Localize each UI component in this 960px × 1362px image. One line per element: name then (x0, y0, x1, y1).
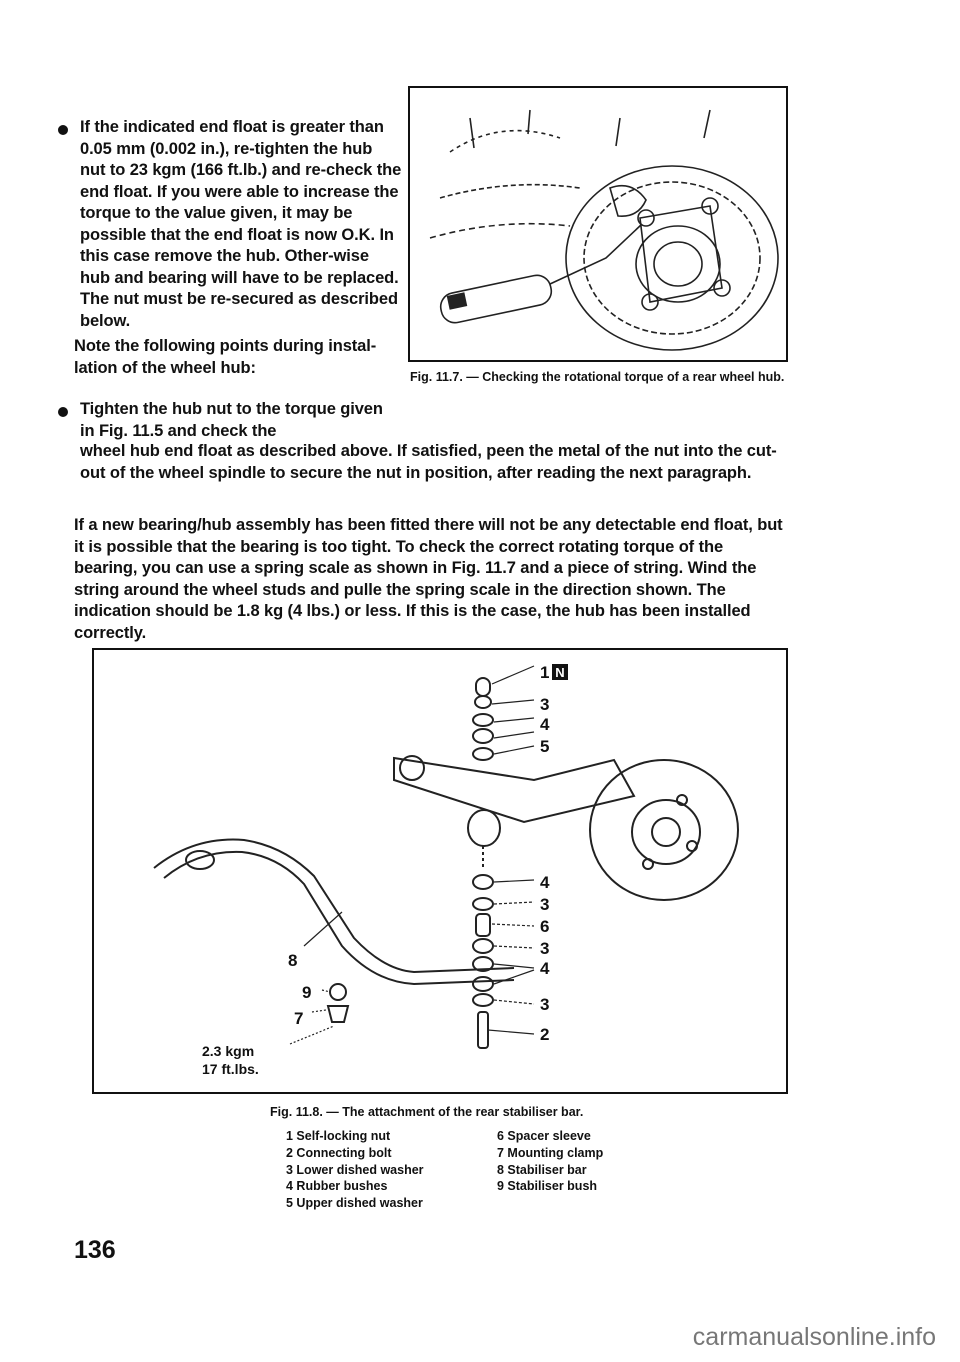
page-number: 136 (74, 1236, 116, 1264)
callout-2: 2 (540, 1025, 550, 1044)
callout-3-fourth: 3 (540, 995, 550, 1014)
paragraph-new-bearing: If a new bearing/hub assembly has been fitted there will not be any detectable end float, but it is possible that the bearing is too tight. To check the correct rotating torque of the bearing, you can use a spring scale as shown in Fig. 11.7 and a piece of string. Wind the string around the wheel studs and pulle the spring scale in the direction shown. The indication should be 1.8 kg (4 lbs.) or less. If this is the case, the hub has been installed correctly. (74, 516, 783, 642)
paragraph-tighten-start: Tighten the hub nut to the torque given in Fig. 11.5 and check the (80, 400, 383, 440)
figure-11-8 (92, 648, 788, 1094)
legend-item: 8 Stabiliser bar (497, 1163, 587, 1177)
bullet (58, 407, 68, 417)
legend-item: 4 Rubber bushes (286, 1179, 388, 1193)
paragraph-tighten-cont: wheel hub end float as described above. If satisfied, peen the metal of the nut into the cut-out of the wheel spindle to secure the nut in position, after reading the next paragraph. (80, 442, 777, 482)
callout-6: 6 (540, 917, 550, 936)
callout-9: 9 (302, 983, 312, 1002)
callout-3-third: 3 (540, 939, 550, 958)
callout-1-badge: N (555, 665, 565, 680)
figure-11-8-caption: Fig. 11.8. — The attachment of the rear stabiliser bar. (270, 1105, 584, 1119)
callout-8: 8 (288, 951, 298, 970)
callout-1: 1 (540, 663, 550, 682)
callout-3-lower: 3 (540, 895, 550, 914)
watermark: carmanualsonline.info (692, 1323, 936, 1351)
callout-3: 3 (540, 695, 550, 714)
legend-item: 5 Upper dished washer (286, 1196, 423, 1210)
torque-kgm: 2.3 kgm (202, 1043, 255, 1059)
callout-4-lower: 4 (540, 873, 550, 892)
callout-5: 5 (540, 737, 550, 756)
legend-item: 6 Spacer sleeve (497, 1129, 591, 1143)
legend-item: 9 Stabiliser bush (497, 1179, 598, 1193)
torque-ftlbs: 17 ft.lbs. (202, 1061, 259, 1077)
callout-4: 4 (540, 715, 550, 734)
bullet (58, 125, 68, 135)
figure-11-7-caption: Fig. 11.7. — Checking the rotational torque of a rear wheel hub. (410, 370, 785, 384)
hub-torque-illustration (410, 88, 786, 360)
callout-4-third: 4 (540, 959, 550, 978)
paragraph-installation-note: Note the following points during instal-lation of the wheel hub: (74, 337, 377, 377)
callout-7: 7 (294, 1009, 304, 1028)
legend-item: 3 Lower dished washer (286, 1163, 424, 1177)
legend-item: 2 Connecting bolt (286, 1146, 392, 1160)
figure-11-7 (408, 86, 788, 362)
legend-item: 7 Mounting clamp (497, 1146, 604, 1160)
legend-item: 1 Self-locking nut (286, 1129, 391, 1143)
stabiliser-bar-illustration (94, 650, 786, 1092)
paragraph-end-float: If the indicated end float is greater than 0.05 mm (0.002 in.), re-tighten the hub nut to 23 kgm (166 ft.lb.) and re-check the end float. If you were able to increase the torque to the value given, it may be possible that the end float is now O.K. In this case remove the hub. Other-wise hub and bearing will have to be replaced. The nut must be re-secured as described below. (80, 118, 402, 330)
